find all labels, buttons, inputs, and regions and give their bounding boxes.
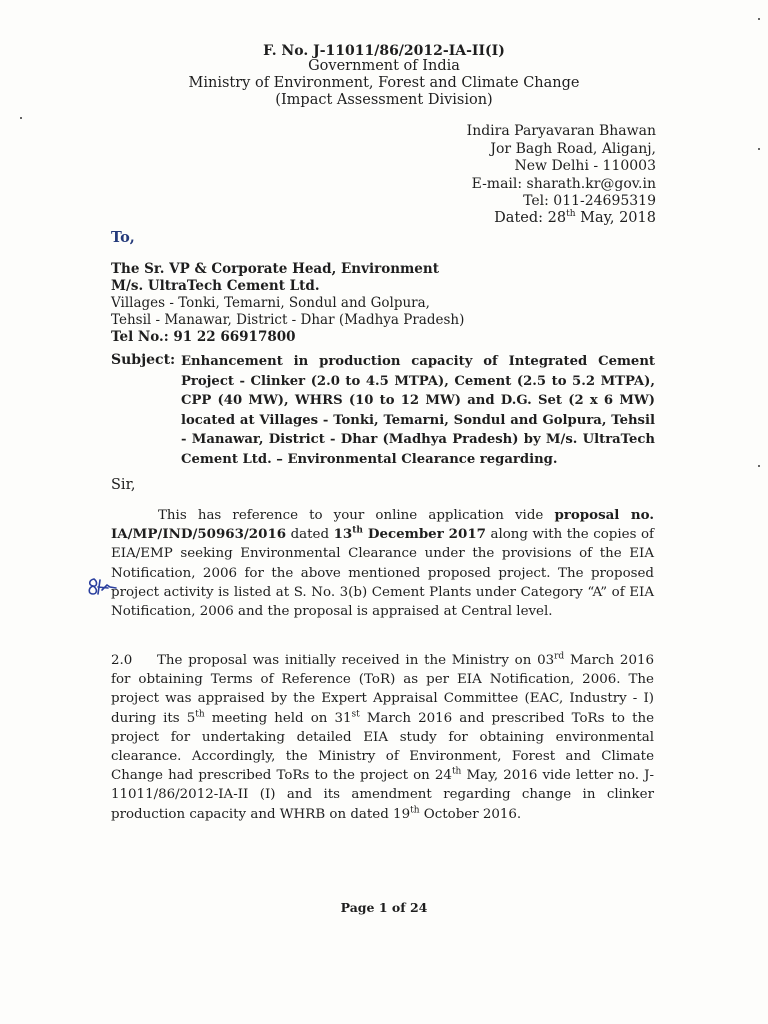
file-number: F. No. J-11011/86/2012-IA-II(I) — [263, 43, 505, 59]
scan-speck — [758, 18, 760, 20]
scan-speck — [20, 117, 22, 119]
header-ministry: Ministry of Environment, Forest and Climate Change — [188, 75, 580, 91]
address-tel: Tel: 011-24695319 — [523, 193, 656, 209]
address-email: E-mail: sharath.kr@gov.in — [471, 175, 656, 192]
recipient-address-line: Tehsil - Manawar, District - Dhar (Madhya Pradesh) — [111, 312, 465, 328]
scan-speck — [758, 465, 760, 467]
address-line: New Delhi - 110003 — [514, 158, 656, 174]
recipient-tel: Tel No.: 91 22 66917800 — [111, 329, 296, 345]
recipient-block — [111, 261, 464, 346]
recipient-title: The Sr. VP & Corporate Head, Environment — [111, 261, 439, 277]
paragraph-1: This has reference to your online application vide proposal no. IA/MP/IND/50963/2016 dated 13th December 2017 along with the copies of EIA/EMP seeking Environmental Clearance under the provisions of the EIA Notification, 2006 for the above mentioned proposed project. The proposed project activity is listed at S. No. 3(b) Cement Plants under Category “A” of EIA Notification, 2006 and the proposal is appraised at Central level. — [111, 507, 654, 620]
subject-label: Subject: — [111, 352, 176, 368]
recipient-company: M/s. UltraTech Cement Ltd. — [111, 278, 320, 294]
page-number: Page 1 of 24 — [340, 900, 428, 915]
handwritten-initials-icon — [85, 574, 121, 608]
paragraph-2: 2.0 The proposal was initially received in the Ministry on 03rd March 2016 for obtaining Terms of Reference (ToR) as per EIA Notification, 2006. The project was appraised by the Expert Appraisal Committee (EAC, Industry - I) during its 5th meeting held on 31st March 2016 and prescribed ToRs to the project for undertaking detailed EIA study for obtaining environmental clearance. Accordingly, the Ministry of Environment, Forest and Climate Change had prescribed ToRs to the project on 24th May, 2016 vide letter no. J-11011/86/2012-IA-II (I) and its amendment regarding change in clinker production capacity and WHRB on dated 19th October 2016. — [111, 651, 655, 822]
to-label: To, — [111, 229, 135, 246]
subject-text: Enhancement in production capacity of Integrated Cement Project - Clinker (2.0 to 4.5 MTPA), Cement (2.5 to 5.2 MTPA), CPP (40 MW), WHRS (10 to 12 MW) and D.G. Set (2 x 6 MW) located at Villages - Tonki, Temarni, Sondul and Golpura, Tehsil - Manawar, District - Dhar (Madhya Pradesh) by M/s. UltraTech Cement Ltd. – Environmental Clearance regarding. — [181, 354, 655, 467]
header-division: (Impact Assessment Division) — [275, 92, 493, 108]
paragraph-number: 2.0 — [111, 653, 133, 668]
salutation: Sir, — [111, 477, 136, 493]
recipient-address-line: Villages - Tonki, Temarni, Sondul and Golpura, — [111, 295, 430, 311]
address-line: Jor Bagh Road, Aliganj, — [490, 140, 656, 157]
header-government: Government of India — [308, 58, 460, 74]
letter-date: Dated: 28th May, 2018 — [494, 209, 656, 226]
scan-speck — [758, 148, 760, 150]
sender-address — [467, 123, 656, 211]
address-line: Indira Paryavaran Bhawan — [466, 123, 656, 139]
